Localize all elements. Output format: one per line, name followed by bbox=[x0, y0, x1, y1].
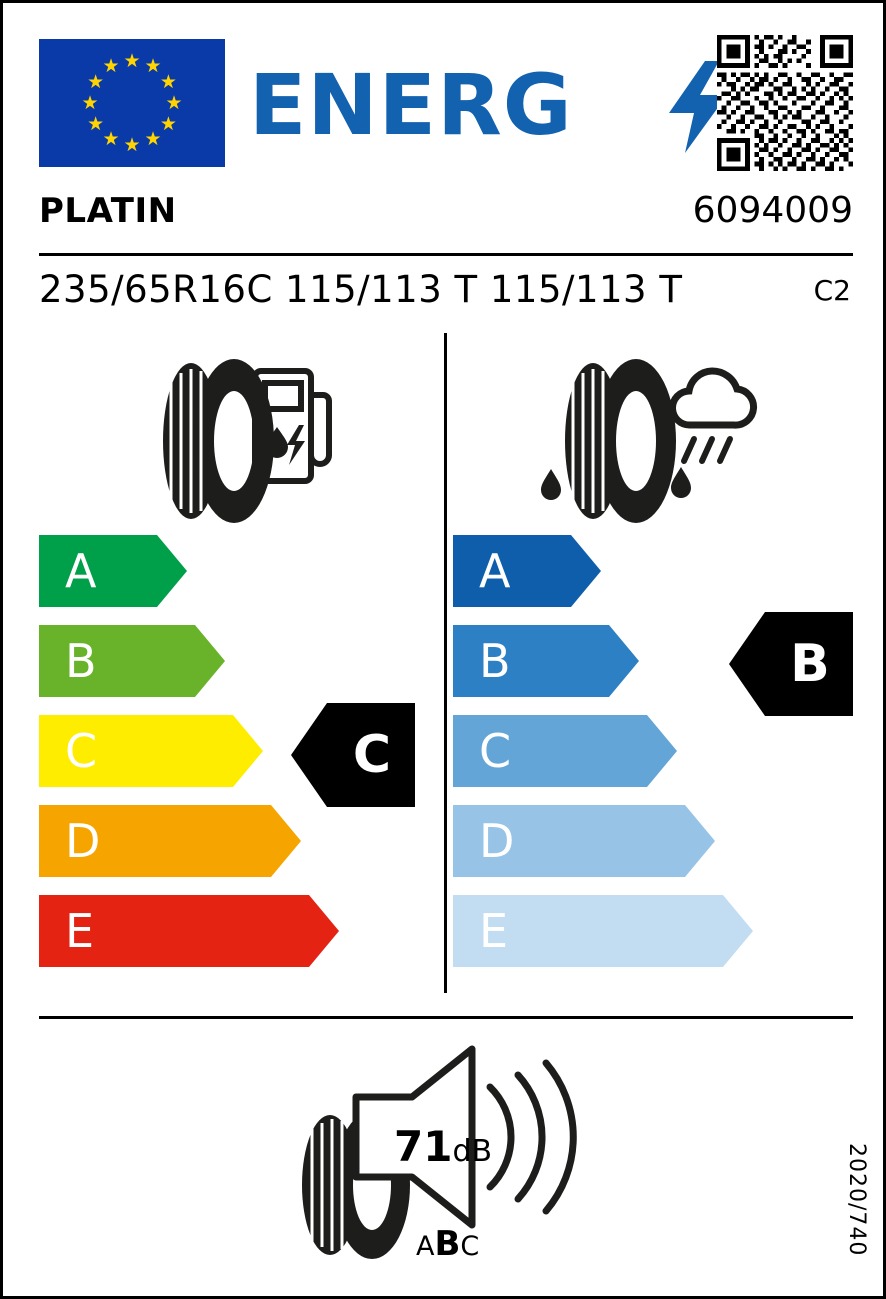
grade-row-d bbox=[453, 805, 853, 877]
eu-flag-icon bbox=[39, 39, 225, 167]
brand-name: PLATIN bbox=[39, 191, 177, 231]
grade-row-e bbox=[39, 895, 439, 967]
tyre-loudspeaker-icon bbox=[294, 1045, 624, 1265]
noise-db-number: 71 bbox=[394, 1122, 453, 1171]
eu-stars: ★ ★ ★ ★ ★ ★ ★ ★ ★ ★ ★ ★ bbox=[81, 49, 183, 156]
tyre-size-row bbox=[39, 265, 853, 323]
grade-letter: B bbox=[479, 634, 511, 688]
divider-top bbox=[39, 253, 853, 256]
grade-letter: D bbox=[65, 814, 101, 868]
grade-letter: A bbox=[65, 544, 97, 598]
grade-row-e bbox=[453, 895, 853, 967]
page-title: ENERG bbox=[249, 56, 573, 154]
grade-row-a bbox=[453, 535, 853, 607]
grade-letter: E bbox=[479, 904, 509, 958]
model-code: 6094009 bbox=[692, 190, 853, 231]
divider-bottom bbox=[39, 1016, 853, 1019]
panel-divider bbox=[444, 333, 447, 993]
brand-row bbox=[39, 189, 853, 251]
label-header bbox=[39, 35, 853, 175]
tyre-class: C2 bbox=[813, 274, 851, 307]
noise-panel bbox=[39, 1033, 853, 1263]
grade-row-a bbox=[39, 535, 439, 607]
tyre-fuel-pump-icon bbox=[129, 349, 344, 529]
qr-code-icon bbox=[717, 35, 853, 171]
grade-letter: B bbox=[65, 634, 97, 688]
wet-grip-selected-marker bbox=[729, 612, 853, 716]
grade-letter: C bbox=[65, 724, 98, 778]
wet-grip-grade-scale bbox=[453, 535, 853, 985]
grade-row-b bbox=[39, 625, 439, 697]
fuel-selected-marker bbox=[291, 703, 415, 807]
noise-value bbox=[394, 1123, 492, 1176]
grade-letter: C bbox=[479, 724, 512, 778]
grade-row-c bbox=[453, 715, 853, 787]
noise-db-unit: dB bbox=[452, 1134, 493, 1169]
noise-class-b-selected: B bbox=[434, 1224, 461, 1264]
noise-class-a: A bbox=[416, 1231, 435, 1262]
fuel-selected-letter: C bbox=[352, 725, 392, 785]
grade-letter: D bbox=[479, 814, 515, 868]
grade-row-d bbox=[39, 805, 439, 877]
noise-class-c: C bbox=[460, 1231, 480, 1262]
grade-letter: E bbox=[65, 904, 95, 958]
fuel-efficiency-panel bbox=[39, 333, 439, 998]
grade-letter: A bbox=[479, 544, 511, 598]
tyre-rain-cloud-icon bbox=[531, 349, 761, 529]
regulation-year-code: 2020/740 bbox=[844, 1142, 869, 1256]
wet-grip-selected-letter: B bbox=[790, 634, 830, 694]
tyre-size: 235/65R16C 115/113 T 115/113 T bbox=[39, 268, 683, 311]
noise-class-scale bbox=[416, 1224, 480, 1264]
